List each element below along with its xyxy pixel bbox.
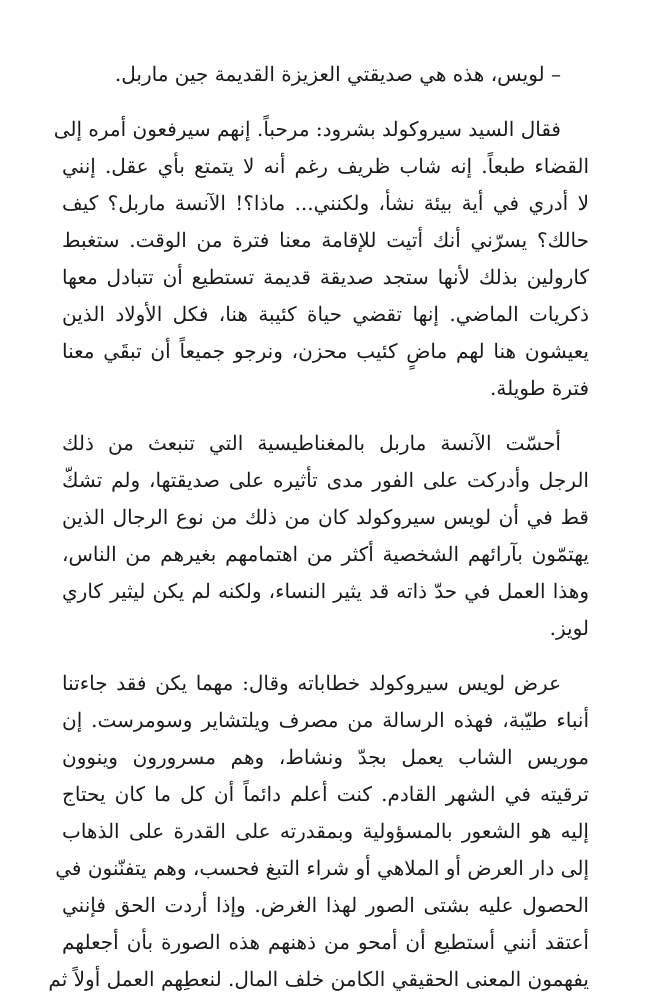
- text-line: يهتمّون بآرائهم الشخصية أكثر من اهتمامهم بغيرهم من الناس،: [62, 542, 589, 566]
- text-line: وهذا العمل في حدّ ذاته قد يثير النساء، ولكنه لم يكن ليثير كاري: [62, 579, 589, 603]
- text-line: الرجل وأدركت على الفور مدى تأثيره على صديقتها، ولم تشكّ: [62, 468, 589, 492]
- text-line: إليه هو الشعور بالمسؤولية وبمقدرته على القدرة على الذهاب: [62, 819, 589, 843]
- text-line: قط في أن لويس سيروكولد كان من ذلك من نوع الرجال الذين: [62, 505, 589, 529]
- text-line: إلى دار العرض أو الملاهي أو شراء التبغ فحسب، وهم يتفنّنون في: [55, 856, 589, 880]
- paragraph-sirocold-greeting: [53, 111, 589, 407]
- text-line: ذكريات الماضي. إنها تقضي حياة كئيبة هنا، فكل الأولاد الذين: [62, 302, 589, 326]
- text-line: حالك؟ يسرّني أنك أتيت للإقامة معنا فترة من الوقت. ستغبط: [62, 228, 589, 252]
- text-line: عرض لويس سيروكولد خطاباته وقال: مهما يكن فقد جاءتنا: [62, 671, 561, 695]
- paragraph-marple-impression: [62, 425, 589, 647]
- paragraph-letters-news: [48, 665, 589, 998]
- text-line: – لويس، هذه هي صديقتي العزيزة القديمة جين ماربل.: [114, 62, 561, 86]
- text-line: موريس الشاب يعمل بجدّ ونشاط، وهم مسرورون وينوون: [62, 745, 589, 769]
- text-line: ترقيته في الشهر القادم. كنت أعلم دائماً أن كل ما كان يحتاج: [62, 782, 589, 806]
- text-line: كارولين بذلك لأنها ستجد صديقة قديمة تستطيع أن تتبادل معها: [62, 265, 589, 289]
- text-line: لويز.: [549, 616, 589, 640]
- text-line: فترة طويلة.: [490, 376, 589, 400]
- text-line: الحصول عليه بشتى الصور لهذا الغرض. وإذا أردت الحق فإنني: [62, 893, 589, 917]
- text-line: فقال السيد سيروكولد بشرود: مرحباً. إنهم سيرفعون أمره إلى: [53, 117, 561, 141]
- text-line: يفهمون المعنى الحقيقي الكامن خلف المال. لنعطِهم العمل أولاً ثم: [48, 967, 589, 991]
- text-line: يعيشون هنا لهم ماضٍ كئيب محزن، ونرجو جميعاً أن تبقَي معنا: [62, 339, 589, 363]
- text-line: أنباء طيّبة، فهذه الرسالة من مصرف ويلتشاير وسومرست. إن: [62, 708, 589, 732]
- text-line: القضاء طبعاً. إنه شاب ظريف رغم أنه لا يتمتع بأي عقل. إنني: [62, 154, 589, 178]
- paragraph-introduction: [62, 56, 589, 93]
- text-line: لا أدري في أية بيئة نشأ، ولكنني... ماذا؟! الآنسة ماربل؟ كيف: [62, 191, 589, 215]
- text-line: أعتقد أنني أستطيع أن أمحو من ذهنهم هذه الصورة بأن أجعلهم: [62, 930, 589, 954]
- text-line: أحسّت الآنسة ماربل بالمغناطيسية التي تنبعث من ذلك: [62, 431, 561, 455]
